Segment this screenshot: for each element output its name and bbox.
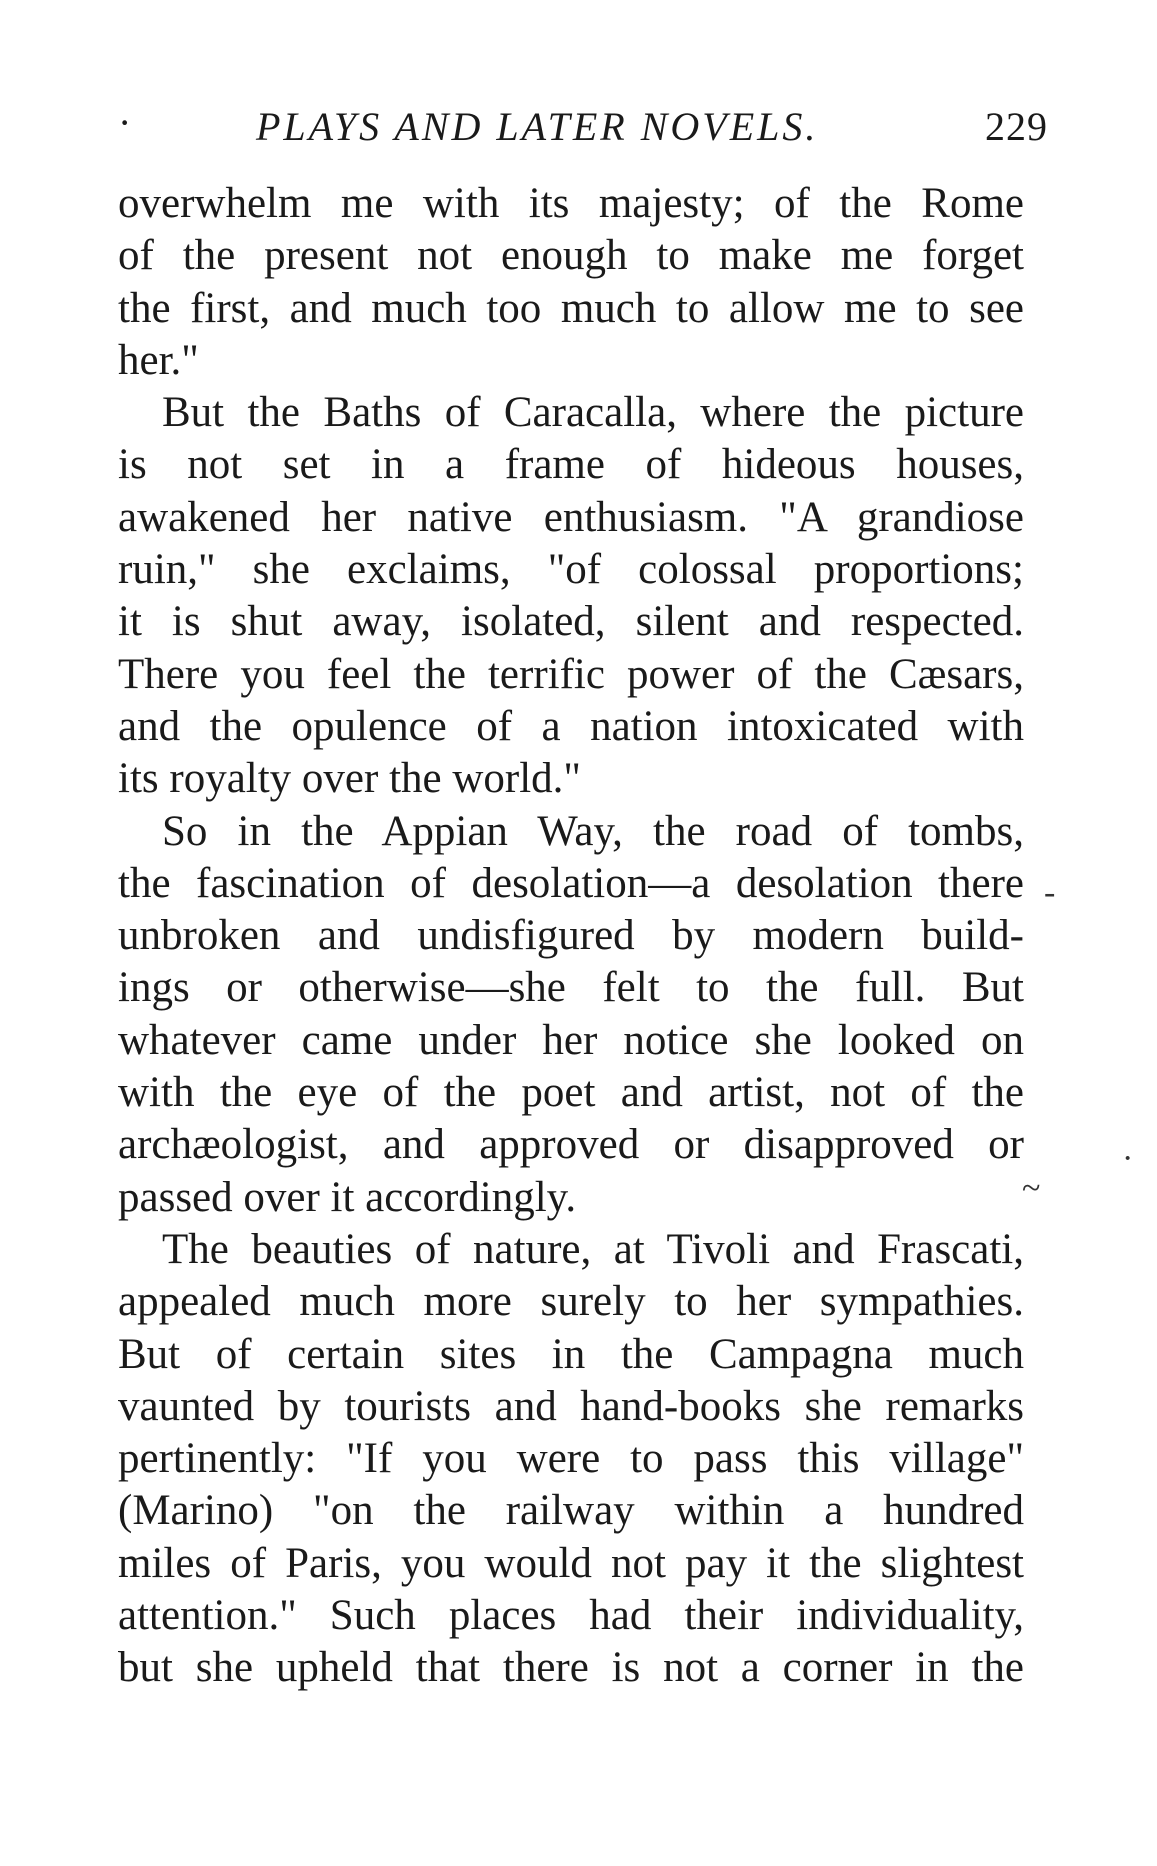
margin-mark: · bbox=[1122, 1140, 1134, 1177]
text-line: awakened her native enthusiasm. "A grandiose bbox=[118, 493, 1024, 541]
text-line: overwhelm me with its majesty; of the Rome bbox=[118, 180, 1024, 227]
text-line: her." bbox=[118, 336, 199, 384]
text-line: its royalty over the world." bbox=[118, 755, 581, 803]
text-line: but she upheld that there is not a corner in the bbox=[118, 1644, 1024, 1692]
text-line: of the present not enough to make me forget bbox=[118, 232, 1024, 280]
running-header bbox=[118, 100, 1048, 153]
text-line: unbroken and undisfigured by modern build- bbox=[118, 912, 1024, 960]
text-line: pertinently: "If you were to pass this village" bbox=[118, 1435, 1024, 1483]
running-title: PLAYS AND LATER NOVELS. bbox=[256, 104, 819, 149]
text-line: But of certain sites in the Campagna much bbox=[118, 1330, 1024, 1378]
text-line: attention." Such places had their individuality, bbox=[118, 1592, 1024, 1640]
text-line: ings or otherwise—she felt to the full. But bbox=[118, 964, 1024, 1012]
text-line: (Marino) "on the railway within a hundred bbox=[118, 1487, 1024, 1535]
text-line: archæologist, and approved or disapproved or bbox=[118, 1121, 1024, 1169]
text-line: it is shut away, isolated, silent and respected. bbox=[118, 598, 1024, 646]
text-line: miles of Paris, you would not pay it the slightest bbox=[118, 1539, 1024, 1587]
text-line: the fascination of desolation—a desolation there bbox=[118, 859, 1024, 907]
text-line: The beauties of nature, at Tivoli and Frascati, bbox=[162, 1225, 1024, 1273]
text-line: the first, and much too much to allow me to see bbox=[118, 284, 1024, 332]
margin-mark: ~ bbox=[1022, 1170, 1041, 1207]
text-line: ruin," she exclaims, "of colossal proportions; bbox=[118, 546, 1024, 594]
text-line: But the Baths of Caracalla, where the picture bbox=[162, 389, 1024, 437]
text-line: appealed much more surely to her sympathies. bbox=[118, 1278, 1024, 1326]
text-line: There you feel the terrific power of the Cæsars, bbox=[118, 650, 1024, 698]
text-line: is not set in a frame of hideous houses, bbox=[118, 441, 1024, 489]
body-text bbox=[118, 178, 1024, 1695]
text-line: with the eye of the poet and artist, not of the bbox=[118, 1069, 1024, 1117]
text-line: So in the Appian Way, the road of tombs, bbox=[162, 807, 1024, 855]
text-line: and the opulence of a nation intoxicated with bbox=[118, 702, 1024, 750]
text-line: vaunted by tourists and hand-books she remarks bbox=[118, 1382, 1024, 1430]
header-marker: · bbox=[118, 100, 132, 145]
margin-mark: - bbox=[1044, 874, 1056, 911]
text-line: whatever came under her notice she looked on bbox=[118, 1016, 1024, 1064]
text-line: passed over it accordingly. bbox=[118, 1173, 577, 1221]
page-number: 229 bbox=[985, 104, 1048, 149]
